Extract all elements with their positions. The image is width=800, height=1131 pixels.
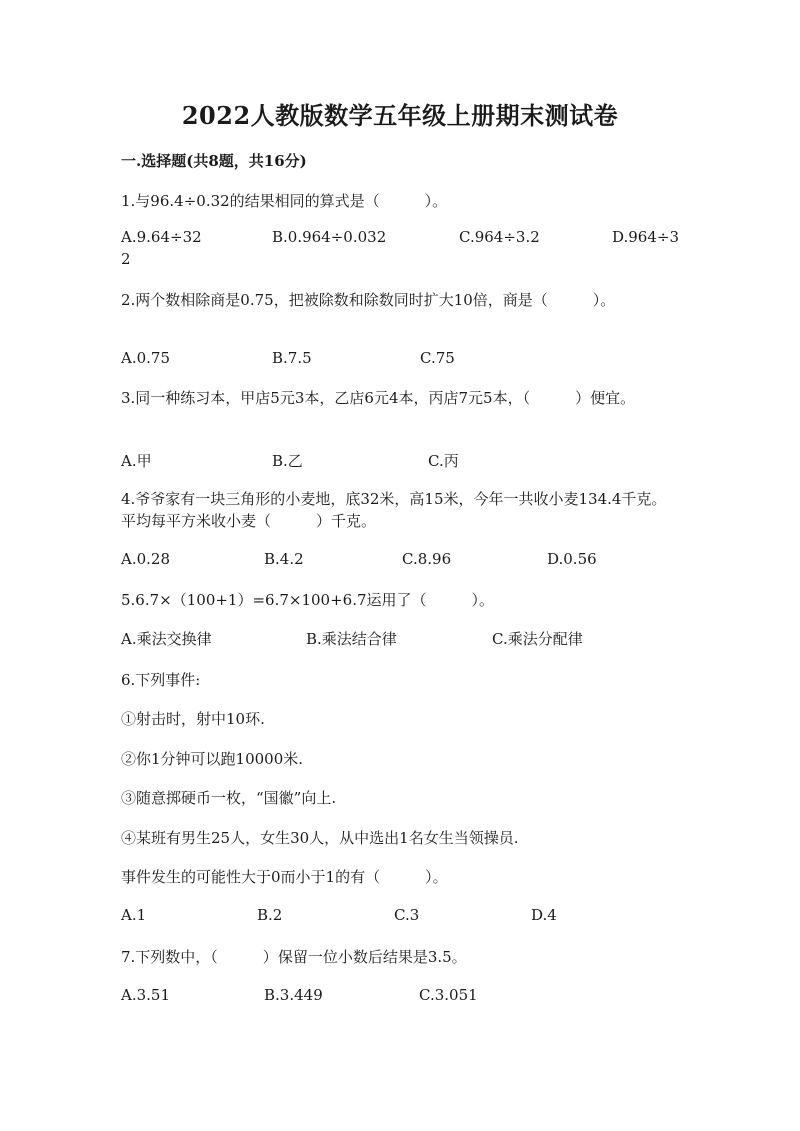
question-4-option-b: B.4.2: [264, 550, 304, 568]
question-6-item-2: ②你1分钟可以跑10000米.: [121, 750, 304, 768]
page-title: 2022人教版数学五年级上册期末测试卷: [181, 101, 619, 130]
question-6-option-c: C.3: [394, 906, 420, 924]
question-5-option-c: C.乘法分配律: [492, 630, 583, 648]
question-6-option-d: D.4: [531, 906, 557, 924]
question-7-stem: 7.下列数中，（ ）保留一位小数后结果是3.5。: [121, 948, 467, 966]
question-1-option-a: A.9.64÷32: [121, 228, 202, 246]
question-6-prompt: 事件发生的可能性大于0而小于1的有（ ）。: [121, 868, 448, 886]
question-1-stem: 1.与96.4÷0.32的结果相同的算式是（ ）。: [121, 192, 448, 210]
question-3-option-a: A.甲: [121, 452, 152, 470]
question-4-option-c: C.8.96: [402, 550, 452, 568]
question-6-option-b: B.2: [257, 906, 283, 924]
question-4-option-d: D.0.56: [547, 550, 597, 568]
question-6-stem: 6.下列事件:: [121, 671, 201, 689]
question-1-option-b: B.0.964÷0.032: [272, 228, 387, 246]
question-6-item-1: ①射击时，射中10环.: [121, 710, 265, 728]
question-1-option-d: D.964÷3: [612, 228, 680, 246]
question-6-option-a: A.1: [121, 906, 147, 924]
question-2-option-c: C.75: [420, 349, 455, 367]
question-7-option-c: C.3.051: [419, 986, 478, 1004]
question-6-item-3: ③随意掷硬币一枚，“国徽”向上.: [121, 789, 337, 807]
question-7-option-a: A.3.51: [121, 986, 170, 1004]
section-heading: 一.选择题(共8题，共16分): [121, 152, 307, 170]
question-1-option-c: C.964÷3.2: [459, 228, 540, 246]
question-5-option-b: B.乘法结合律: [306, 630, 397, 648]
question-6-item-4: ④某班有男生25人，女生30人，从中选出1名女生当领操员.: [121, 829, 519, 847]
question-7-option-b: B.3.449: [264, 986, 323, 1004]
question-5-option-a: A.乘法交换律: [121, 630, 212, 648]
question-4-option-a: A.0.28: [121, 550, 170, 568]
question-3-option-c: C.丙: [428, 452, 459, 470]
question-3-option-b: B.乙: [272, 452, 303, 470]
question-5-stem: 5.6.7×（100+1）=6.7×100+6.7运用了（ ）。: [121, 591, 495, 609]
question-3-stem: 3.同一种练习本，甲店5元3本，乙店6元4本，丙店7元5本，（ ）便宜。: [121, 389, 636, 407]
question-4-stem: 4.爷爷家有一块三角形的小麦地，底32米，高15米，今年一共收小麦134.4千克。平均每平方米收小麦（ ）千克。: [121, 490, 667, 530]
question-1-option-d-wrap: 2: [121, 250, 131, 268]
question-2-stem: 2.两个数相除商是0.75，把被除数和除数同时扩大10倍，商是（ ）。: [121, 291, 616, 309]
question-2-option-b: B.7.5: [272, 349, 312, 367]
question-2-option-a: A.0.75: [121, 349, 170, 367]
